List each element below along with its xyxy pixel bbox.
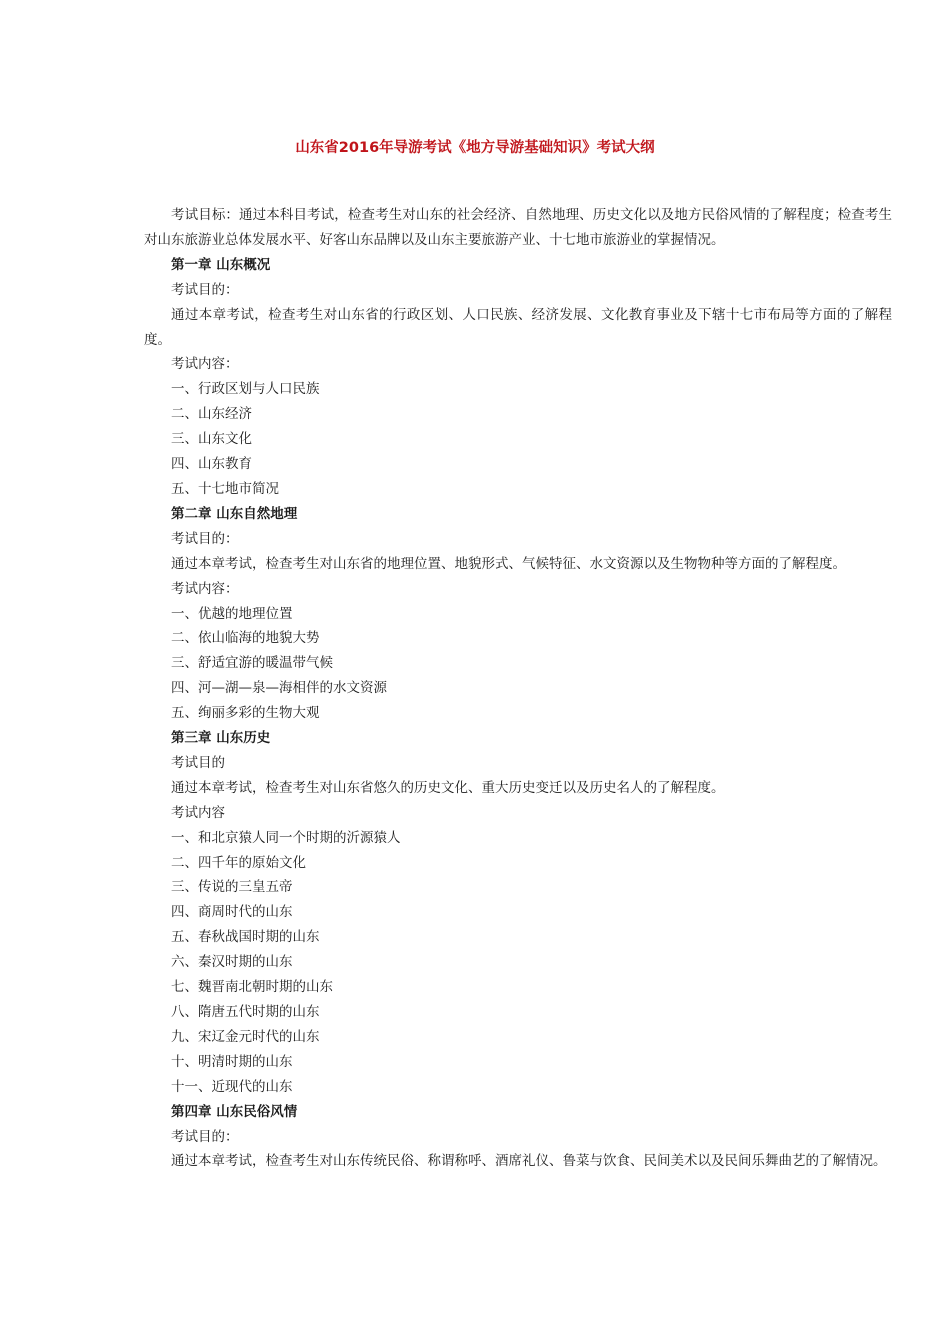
chapter-4-heading: 第四章 山东民俗风情 (171, 1103, 298, 1120)
list-item: 三、舒适宜游的暖温带气候 (171, 655, 333, 672)
list-item: 十一、近现代的山东 (171, 1078, 293, 1095)
chapter-3-content-label: 考试内容 (171, 804, 225, 821)
list-item: 五、绚丽多彩的生物大观 (171, 705, 320, 722)
list-item: 一、优越的地理位置 (171, 605, 293, 622)
intro-paragraph: 考试目标：通过本科目考试，检查考生对山东的社会经济、自然地理、历史文化以及地方民俗风情的了解程度；检查考生对山东旅游业总体发展水平、好客山东品牌以及山东主要旅游产业、十七地市旅游业的掌握情况。 (144, 207, 892, 248)
list-item: 二、山东经济 (171, 406, 252, 423)
list-item: 五、十七地市简况 (171, 480, 279, 497)
chapter-2-heading: 第二章 山东自然地理 (171, 505, 298, 522)
chapter-3-heading: 第三章 山东历史 (171, 730, 271, 747)
list-item: 四、河—湖—泉—海相伴的水文资源 (171, 680, 387, 697)
list-item: 二、依山临海的地貌大势 (171, 630, 320, 647)
chapter-2-content-label: 考试内容： (171, 580, 239, 597)
list-item: 六、秦汉时期的山东 (171, 954, 293, 971)
list-item: 二、四千年的原始文化 (171, 854, 306, 871)
chapter-1-content-label: 考试内容： (171, 356, 239, 373)
list-item: 一、行政区划与人口民族 (171, 381, 320, 398)
list-item: 九、宋辽金元时代的山东 (171, 1028, 320, 1045)
chapter-1-purpose-label: 考试目的： (171, 281, 239, 298)
chapter-4-purpose-text: 通过本章考试，检查考生对山东传统民俗、称谓称呼、酒席礼仪、鲁菜与饮食、民间美术以及民间乐舞曲艺的了解情况。 (171, 1153, 887, 1170)
chapter-1-heading: 第一章 山东概况 (171, 256, 271, 273)
chapter-1-purpose-text: 通过本章考试，检查考生对山东省的行政区划、人口民族、经济发展、文化教育事业及下辖十七市布局等方面的了解程度。 (144, 306, 892, 348)
chapter-3-purpose-label: 考试目的 (171, 754, 225, 771)
list-item: 四、山东教育 (171, 456, 252, 473)
chapter-2-purpose-label: 考试目的： (171, 530, 239, 547)
chapter-4-purpose-label: 考试目的： (171, 1128, 239, 1145)
list-item: 三、传说的三皇五帝 (171, 879, 293, 896)
chapter-2-purpose-text: 通过本章考试，检查考生对山东省的地理位置、地貌形式、气候特征、水文资源以及生物物种等方面的了解程度。 (171, 555, 846, 572)
chapter-3-purpose-text: 通过本章考试，检查考生对山东省悠久的历史文化、重大历史变迁以及历史名人的了解程度。 (171, 779, 725, 796)
list-item: 十、明清时期的山东 (171, 1053, 293, 1070)
list-item: 五、春秋战国时期的山东 (171, 929, 320, 946)
list-item: 四、商周时代的山东 (171, 904, 293, 921)
list-item: 七、魏晋南北朝时期的山东 (171, 979, 333, 996)
document-body (144, 203, 892, 1174)
list-item: 一、和北京猿人同一个时期的沂源猿人 (171, 829, 401, 846)
list-item: 八、隋唐五代时期的山东 (171, 1004, 320, 1020)
list-item: 三、山东文化 (171, 431, 252, 448)
document-title: 山东省2016年导游考试《地方导游基础知识》考试大纲 (295, 140, 655, 156)
